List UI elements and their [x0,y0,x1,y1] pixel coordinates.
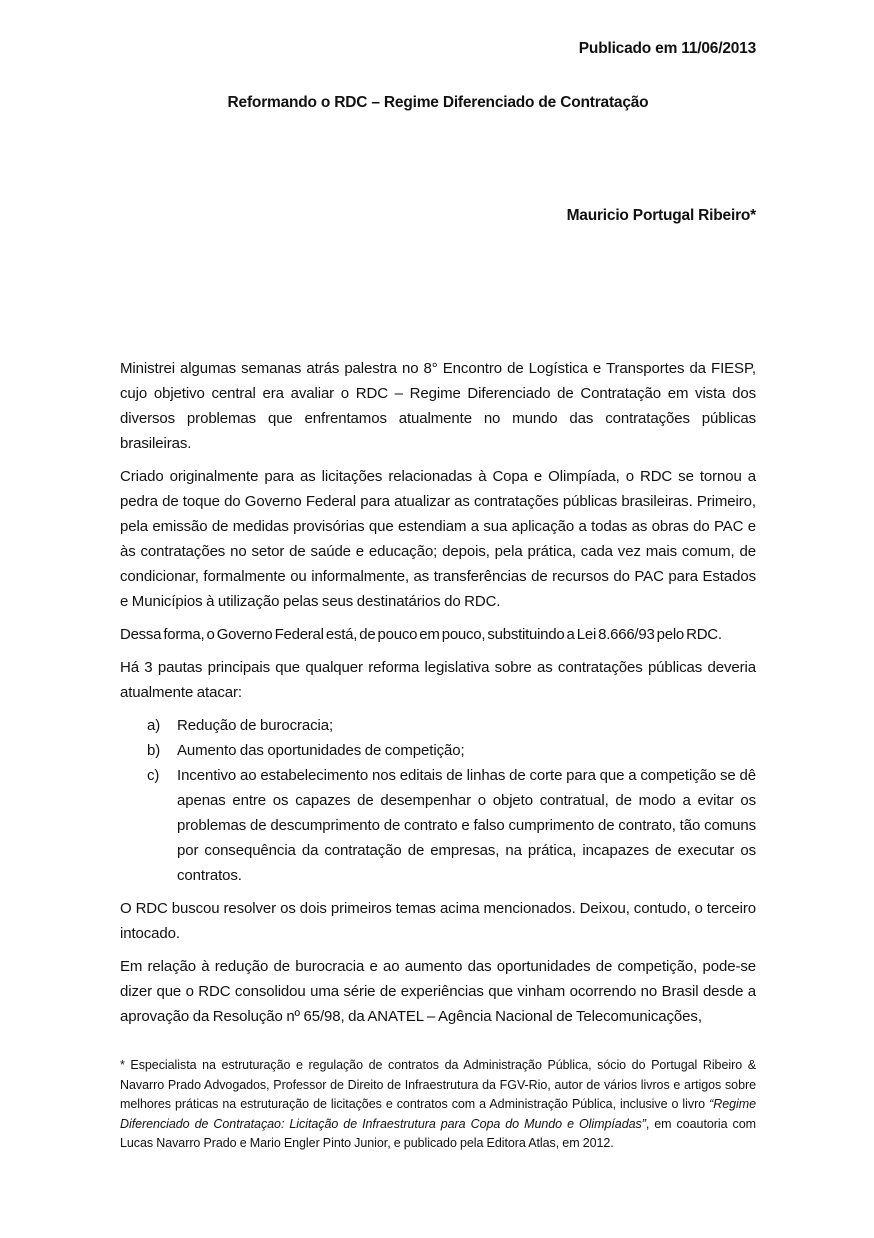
list-item-c [120,763,756,888]
list-item-b [120,738,756,763]
paragraph-4: Há 3 pautas principais que qualquer reforma legislativa sobre as contratações públicas deveria atualmente atacar: [120,659,756,701]
author-byline: Mauricio Portugal Ribeiro* [566,207,756,224]
list-item-a-text: Redução de burocracia; [177,717,334,734]
list-marker-a: a) [147,717,161,734]
document-body [120,356,756,1037]
book-title-italic: “Regime Diferenciado de Contrataçao: Licitação de Infraestrutura para Copa do Mundo e Olimpíadas” [120,1097,756,1131]
paragraph-2: Criado originalmente para as licitações relacionadas à Copa e Olimpíada, o RDC se tornou a pedra de toque do Governo Federal para atualizar as contratações públicas brasileiras. Primeiro, pela emissão de medidas provisórias que estendiam a sua aplicação a todas as obras do PAC e às contratações no setor de saúde e educação; depois, pela prática, cada vez mais comum, de condicionar, formalmente ou informalmente, as transferências de recursos do PAC para Estados e Municípios à utilização pelas seus destinatários do RDC. [120,468,756,610]
list-item-c-text: Incentivo ao estabelecimento nos editais de linhas de corte para que a competição se dê apenas entre os capazes de desempenhar o objeto contratual, de modo a evitar os problemas de descumprimento de contrato e falso cumprimento de contrato, tão comuns por consequência da contratação de empresas, na prática, incapazes de executar os contratos. [177,767,756,884]
list-item-a [120,713,756,738]
paragraph-3: Dessa forma, o Governo Federal está, de pouco em pouco, substituindo a Lei 8.666/93 pelo RDC. [120,626,722,643]
list-item-b-text: Aumento das oportunidades de competição; [177,742,465,759]
list-marker-c: c) [147,767,160,784]
paragraph-1: Ministrei algumas semanas atrás palestra no 8° Encontro de Logística e Transportes da FIESP, cujo objetivo central era avaliar o RDC – Regime Diferenciado de Contratação em vista dos diversos problemas que enfrentamos atualmente no mundo das contratações públicas brasileiras. [120,360,756,452]
paragraph-5: O RDC buscou resolver os dois primeiros temas acima mencionados. Deixou, contudo, o terceiro intocado. [120,900,756,942]
published-date: Publicado em 11/06/2013 [578,40,756,57]
footnote [120,1056,756,1154]
document-title: Reformando o RDC – Regime Diferenciado de Contratação [227,94,649,111]
paragraph-6: Em relação à redução de burocracia e ao aumento das oportunidades de competição, pode-se dizer que o RDC consolidou uma série de experiências que vinham ocorrendo no Brasil desde a aprovação da Resolução nº 65/98, da ANATEL – Agência Nacional de Telecomunicações, [120,958,756,1025]
footnote-text-end: , em coautoria com Lucas Navarro Prado e Mario Engler Pinto Junior, e publicado pela Editora Atlas, em 2012. [120,1116,757,1150]
footnote-text-start: * Especialista na estruturação e regulação de contratos da Administração Pública, sócio do Portugal Ribeiro & Navarro Prado Advogados, Professor de Direito de Infraestrutura da FGV-Rio, autor de vários livros e artigos sobre melhores práticas na estruturação de licitações e contratos com a Administração Pública, inclusive o livro [120,1058,756,1111]
lettered-list [120,713,756,888]
list-marker-b: b) [147,742,161,759]
